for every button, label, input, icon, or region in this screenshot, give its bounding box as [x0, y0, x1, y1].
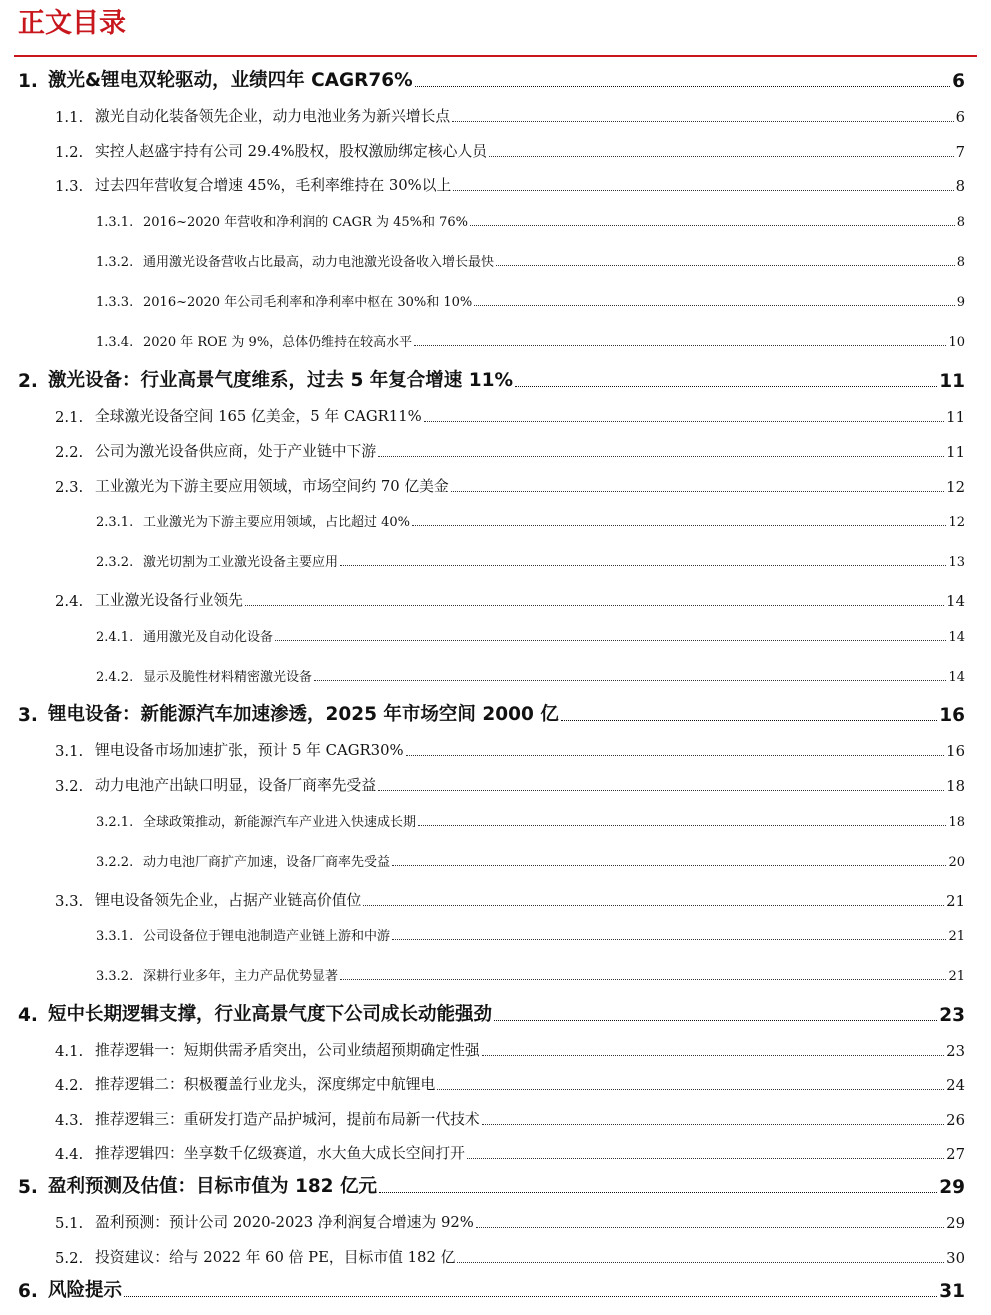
toc-section[interactable]	[55, 1210, 965, 1232]
dot-leader	[245, 605, 944, 606]
toc-chapter[interactable]	[18, 66, 965, 92]
toc-page-number: 29	[939, 1177, 965, 1198]
dot-leader	[496, 265, 955, 266]
toc-page-number: 14	[948, 630, 965, 645]
toc-number: 2.4.1.	[96, 630, 134, 645]
toc-page-number: 10	[948, 335, 965, 350]
title-divider	[14, 55, 977, 57]
dot-leader	[415, 86, 950, 87]
toc-page-number: 12	[948, 515, 965, 530]
toc-title: 2016~2020 年营收和净利润的 CAGR 为 45%和 76%	[143, 215, 469, 230]
dot-leader	[378, 456, 944, 457]
toc-page-number: 21	[946, 893, 965, 910]
toc-subsection[interactable]	[96, 250, 965, 270]
toc-page-number: 24	[946, 1077, 965, 1094]
toc-title: 动力电池产出缺口明显，设备厂商率先受益	[95, 777, 377, 794]
dot-leader	[363, 905, 944, 906]
dot-leader	[474, 305, 954, 306]
toc-subsection[interactable]	[96, 510, 965, 530]
toc-number: 3.1.	[55, 743, 84, 760]
toc-section[interactable]	[55, 104, 965, 126]
toc-number: 2.3.1.	[96, 515, 134, 530]
toc-title: 显示及脆性材料精密激光设备	[143, 670, 313, 685]
toc-page-number: 29	[946, 1215, 965, 1232]
dot-leader	[340, 565, 946, 566]
toc-chapter[interactable]	[18, 1172, 965, 1198]
toc-number: 2.2.	[55, 444, 84, 461]
dot-leader	[515, 386, 937, 387]
toc-number: 3.3.2.	[96, 969, 134, 984]
toc-title: 2020 年 ROE 为 9%，总体仍维持在较高水平	[143, 335, 413, 350]
toc-page-number: 6	[952, 71, 965, 92]
toc-page-number: 11	[946, 409, 965, 426]
toc-page-number: 13	[948, 555, 965, 570]
toc-page-number: 14	[946, 593, 965, 610]
toc-title: 全球政策推动，新能源汽车产业进入快速成长期	[143, 815, 417, 830]
toc-number: 1.	[18, 71, 38, 92]
dot-leader	[494, 1020, 937, 1021]
toc-title: 短中长期逻辑支撑，行业高景气度下公司成长动能强劲	[48, 1004, 493, 1025]
toc-section[interactable]	[55, 173, 965, 195]
toc-page-number: 12	[946, 479, 965, 496]
toc-number: 1.2.	[55, 144, 84, 161]
toc-section[interactable]	[55, 439, 965, 461]
toc-page-number: 23	[939, 1005, 965, 1026]
dot-leader	[437, 1089, 944, 1090]
dot-leader	[406, 755, 945, 756]
toc-section[interactable]	[55, 1141, 965, 1163]
toc-title: 风险提示	[48, 1280, 123, 1301]
toc-page-number: 26	[946, 1112, 965, 1129]
toc-page-number: 16	[939, 705, 965, 726]
toc-number: 3.2.1.	[96, 815, 134, 830]
toc-number: 5.	[18, 1177, 38, 1198]
toc-page-number: 11	[939, 371, 965, 392]
dot-leader	[392, 939, 946, 940]
toc-page-number: 14	[948, 670, 965, 685]
dot-leader	[457, 1262, 944, 1263]
toc-subsection[interactable]	[96, 625, 965, 645]
toc-title: 过去四年营收复合增速 45%，毛利率维持在 30%以上	[95, 177, 452, 194]
toc-section[interactable]	[55, 474, 965, 496]
toc-title: 激光自动化装备领先企业，动力电池业务为新兴增长点	[95, 108, 451, 125]
dot-leader	[470, 225, 955, 226]
toc-page-number: 6	[955, 109, 965, 126]
toc-title: 动力电池厂商扩产加速，设备厂商率先受益	[143, 855, 391, 870]
toc-section[interactable]	[55, 888, 965, 910]
toc-number: 1.1.	[55, 109, 84, 126]
toc-subsection[interactable]	[96, 850, 965, 870]
toc-number: 2.3.2.	[96, 555, 134, 570]
toc-title: 激光设备：行业高景气度维系，过去 5 年复合增速 11%	[48, 370, 513, 391]
toc-subsection[interactable]	[96, 550, 965, 570]
toc-number: 2.3.	[55, 479, 84, 496]
toc-title: 盈利预测及估值：目标市值为 182 亿元	[48, 1176, 377, 1197]
toc-page-number: 23	[946, 1043, 965, 1060]
toc-subsection[interactable]	[96, 964, 965, 984]
toc-title: 公司设备位于锂电池制造产业链上游和中游	[143, 929, 391, 944]
toc-title: 深耕行业多年，主力产品优势显著	[143, 969, 339, 984]
toc-title: 工业激光为下游主要应用领域，占比超过 40%	[143, 515, 411, 530]
toc-section[interactable]	[55, 404, 965, 426]
toc-title: 全球激光设备空间 165 亿美金，5 年 CAGR11%	[95, 408, 422, 425]
toc-page-number: 8	[956, 255, 965, 270]
toc-number: 4.3.	[55, 1112, 84, 1129]
toc-section[interactable]	[55, 1107, 965, 1129]
toc-page-number: 8	[955, 178, 965, 195]
toc-number: 3.3.	[55, 893, 84, 910]
toc-page-number: 8	[956, 215, 965, 230]
toc-number: 2.	[18, 371, 38, 392]
dot-leader	[482, 1055, 944, 1056]
toc-title: 推荐逻辑一：短期供需矛盾突出，公司业绩超预期确定性强	[95, 1042, 480, 1059]
toc-title: 投资建议：给与 2022 年 60 倍 PE，目标市值 182 亿	[95, 1249, 456, 1266]
dot-leader	[561, 720, 937, 721]
dot-leader	[414, 345, 946, 346]
dot-leader	[453, 190, 953, 191]
toc-number: 3.3.1.	[96, 929, 134, 944]
toc-title: 实控人赵盛宇持有公司 29.4%股权，股权激励绑定核心人员	[95, 143, 488, 160]
dot-leader	[378, 790, 944, 791]
toc-page-number: 31	[939, 1281, 965, 1302]
toc-page-number: 16	[946, 743, 965, 760]
toc-section[interactable]	[55, 1072, 965, 1094]
toc-page-number: 18	[948, 815, 965, 830]
toc-number: 2.4.	[55, 593, 84, 610]
toc-chapter[interactable]	[18, 1000, 965, 1026]
toc-title: 公司为激光设备供应商，处于产业链中下游	[95, 443, 377, 460]
toc-title: 锂电设备市场加速扩张，预计 5 年 CAGR30%	[95, 742, 404, 759]
toc-number: 5.1.	[55, 1215, 84, 1232]
toc-section[interactable]	[55, 139, 965, 161]
toc-title: 推荐逻辑二：积极覆盖行业龙头，深度绑定中航锂电	[95, 1076, 436, 1093]
toc-title: 通用激光及自动化设备	[143, 630, 274, 645]
dot-leader	[124, 1296, 937, 1297]
toc-number: 2.1.	[55, 409, 84, 426]
dot-leader	[424, 421, 944, 422]
toc-chapter[interactable]	[18, 1276, 965, 1302]
toc-section[interactable]	[55, 738, 965, 760]
toc-title: 通用激光设备营收占比最高，动力电池激光设备收入增长最快	[143, 255, 495, 270]
toc-number: 4.1.	[55, 1043, 84, 1060]
dot-leader	[392, 865, 946, 866]
dot-leader	[412, 525, 946, 526]
toc-section[interactable]	[55, 1038, 965, 1060]
dot-leader	[482, 1124, 944, 1125]
toc-subsection[interactable]	[96, 330, 965, 350]
toc-number: 1.3.1.	[96, 215, 134, 230]
dot-leader	[467, 1158, 944, 1159]
dot-leader	[314, 680, 946, 681]
toc-subsection[interactable]	[96, 210, 965, 230]
toc-page-number: 21	[948, 929, 965, 944]
toc-title: 锂电设备领先企业，占据产业链高价值位	[95, 892, 362, 909]
toc-title: 推荐逻辑三：重研发打造产品护城河，提前布局新一代技术	[95, 1111, 480, 1128]
toc-number: 4.2.	[55, 1077, 84, 1094]
toc-number: 3.2.	[55, 778, 84, 795]
toc-page-number: 9	[956, 295, 965, 310]
toc-section[interactable]	[55, 773, 965, 795]
dot-leader	[452, 121, 953, 122]
dot-leader	[340, 979, 946, 980]
toc-title: 激光切割为工业激光设备主要应用	[143, 555, 339, 570]
toc-subsection[interactable]	[96, 290, 965, 310]
toc-subsection[interactable]	[96, 810, 965, 830]
dot-leader	[476, 1227, 944, 1228]
toc-number: 1.3.4.	[96, 335, 134, 350]
toc-page-number: 7	[955, 144, 965, 161]
toc-page-number: 21	[948, 969, 965, 984]
toc-page-number: 20	[948, 855, 965, 870]
toc-page-number: 27	[946, 1146, 965, 1163]
toc-number: 5.2.	[55, 1250, 84, 1267]
toc-page-number: 30	[946, 1250, 965, 1267]
toc-title: 工业激光为下游主要应用领域，市场空间约 70 亿美金	[95, 478, 449, 495]
toc-number: 3.2.2.	[96, 855, 134, 870]
toc-number: 4.	[18, 1005, 38, 1026]
toc-number: 3.	[18, 705, 38, 726]
dot-leader	[275, 640, 946, 641]
dot-leader	[418, 825, 946, 826]
toc-title: 工业激光设备行业领先	[95, 592, 243, 609]
dot-leader	[489, 156, 954, 157]
toc-page-number: 11	[946, 444, 965, 461]
toc-subsection[interactable]	[96, 665, 965, 685]
toc-section[interactable]	[55, 1245, 965, 1267]
page-title: 正文目录	[18, 8, 126, 39]
toc-number: 2.4.2.	[96, 670, 134, 685]
toc-chapter[interactable]	[18, 700, 965, 726]
dot-leader	[451, 491, 944, 492]
toc-section[interactable]	[55, 588, 965, 610]
dot-leader	[379, 1192, 937, 1193]
toc-number: 6.	[18, 1281, 38, 1302]
toc-title: 2016~2020 年公司毛利率和净利率中枢在 30%和 10%	[143, 295, 473, 310]
toc-subsection[interactable]	[96, 924, 965, 944]
toc-title: 盈利预测：预计公司 2020-2023 净利润复合增速为 92%	[95, 1214, 474, 1231]
toc-title: 锂电设备：新能源汽车加速渗透，2025 年市场空间 2000 亿	[48, 704, 559, 725]
toc-number: 1.3.2.	[96, 255, 134, 270]
toc-page-number: 18	[946, 778, 965, 795]
toc-number: 4.4.	[55, 1146, 84, 1163]
toc-chapter[interactable]	[18, 366, 965, 392]
toc-title: 推荐逻辑四：坐享数千亿级赛道，水大鱼大成长空间打开	[95, 1145, 465, 1162]
toc-number: 1.3.	[55, 178, 84, 195]
toc-number: 1.3.3.	[96, 295, 134, 310]
toc-title: 激光&锂电双轮驱动，业绩四年 CAGR76%	[48, 70, 413, 91]
